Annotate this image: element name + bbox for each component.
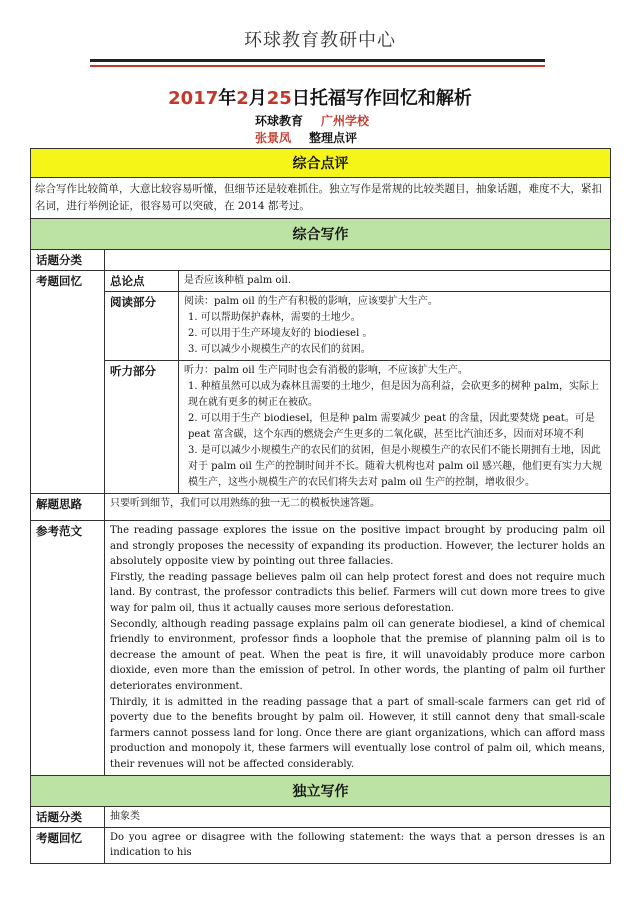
title-rest: 日托福写作回忆和解析 bbox=[291, 88, 472, 109]
page-header bbox=[0, 0, 640, 72]
content-table bbox=[30, 148, 611, 864]
document-title bbox=[0, 84, 640, 110]
byline-org: 环球教育 bbox=[255, 114, 304, 128]
independent-prompt: Do you agree or disagree with the following statement: the ways that a person dresses is an indication to his bbox=[105, 827, 611, 863]
listening-point: 3. 是可以减少小规模生产的农民们的贫困，但是小规模生产的农民们不能长期拥有土地，因此对于 palm oil 生产的控制时间并不长。随着大机构也对 palm oil 感兴趣，他们更有实力大规模生产，这些小规模生产的农民们将失去对 palm oil 生产的控制，增收很少。 bbox=[188, 445, 602, 488]
sample-paragraph: Thirdly, it is admitted in the reading passage that a part of small-scale farmers can get rid of poverty due to the benefits brought by palm oil. However, it still cannot deny that small-scale farmers cannot possess land for long. Once there are giant organizations, which can afford mass production and monopoly it, these farmers will eventually lose control of palm oil, which means, their revenues will not be affected considerably. bbox=[110, 696, 606, 770]
reading-intro: 阅读：palm oil 的生产有积极的影响，应该要扩大生产。 bbox=[184, 296, 438, 307]
reading-label: 阅读部分 bbox=[105, 292, 179, 361]
header-rule bbox=[90, 59, 545, 62]
reading-point: 1. 可以帮助保护森林，需要的土地少。 bbox=[188, 312, 361, 323]
overview-heading: 综合点评 bbox=[31, 149, 611, 178]
byline-org-row bbox=[255, 112, 387, 129]
approach-text: 只要听到细节，我们可以用熟练的独一无二的模板快速答题。 bbox=[105, 494, 611, 521]
integrated-topic-label: 话题分类 bbox=[31, 250, 105, 271]
header-title: 环球教育教研中心 bbox=[244, 30, 396, 51]
sample-paragraph: The reading passage explores the issue on the positive impact brought by producing palm oil and strongly proposes the necessity of expanding its production. However, the lecturer holds an absolutely opposite view by pointing out three fallacies. bbox=[110, 525, 606, 568]
integrated-recall-label: 考题回忆 bbox=[31, 271, 105, 494]
reading-content bbox=[179, 292, 611, 361]
sample-paragraph: Secondly, although reading passage explains palm oil can generate biodiesel, a kind of chemical friendly to environment, professor finds a loophole that the premise of planning palm oil is to decrease the amount of peat. When the peat is fire, it will unavoidably produce more carbon dioxide, even more than the emission of petrol. In other words, the planting of palm oil further deteriorates environment. bbox=[110, 618, 606, 692]
byline-school: 广州学校 bbox=[321, 114, 370, 128]
title-month-suffix: 月 bbox=[248, 88, 267, 109]
independent-topic-label: 话题分类 bbox=[31, 806, 105, 827]
sample-paragraph: Firstly, the reading passage believes palm oil can help protect forest and does not require much land. By contrast, the professor contradicts this belief. Farmers will cut down more trees to give way for palm oil, thus it actually causes more serious deforestation. bbox=[110, 571, 606, 614]
title-year-suffix: 年 bbox=[218, 88, 237, 109]
integrated-topic-value bbox=[105, 250, 611, 271]
listening-point: 1. 种植虽然可以成为森林且需要的土地少，但是因为高利益，会砍更多的树种 palm，实际上现在就有更多的树正在被砍。 bbox=[188, 381, 599, 408]
independent-heading: 独立写作 bbox=[31, 775, 611, 806]
main-point-label: 总论点 bbox=[105, 271, 179, 292]
header-rule-accent bbox=[90, 65, 545, 67]
reading-point: 2. 可以用于生产环境友好的 biodiesel 。 bbox=[188, 328, 373, 339]
overview-text: 综合写作比较简单，大意比较容易听懂，但细节还是较难抓住。独立写作是常规的比较类题目，抽象话题，难度不大，紧扣名词，进行举例论证，很容易可以突破，在 2014 都考过。 bbox=[31, 178, 611, 219]
byline-author-row bbox=[255, 129, 375, 146]
byline-role: 整理点评 bbox=[309, 131, 358, 145]
sample-label: 参考范文 bbox=[31, 521, 105, 776]
independent-topic-value: 抽象类 bbox=[105, 806, 611, 827]
independent-recall-label: 考题回忆 bbox=[31, 827, 105, 863]
byline-author: 张景凤 bbox=[255, 131, 292, 145]
approach-label: 解题思路 bbox=[31, 494, 105, 521]
title-year: 2017 bbox=[168, 88, 219, 109]
sample-essay bbox=[105, 521, 611, 776]
reading-point: 3. 可以减少小规模生产的农民们的贫困。 bbox=[188, 344, 371, 355]
title-month: 2 bbox=[236, 88, 249, 109]
listening-intro: 听力：palm oil 生产同时也会有消极的影响，不应该扩大生产。 bbox=[184, 365, 468, 376]
listening-content bbox=[179, 361, 611, 494]
title-day: 25 bbox=[266, 88, 292, 109]
main-point-text: 是否应该种植 palm oil. bbox=[179, 271, 611, 292]
listening-point: 2. 可以用于生产 biodiesel，但是种 palm 需要减少 peat 的含量，因此要焚烧 peat。可是 peat 富含碳，这个东西的燃烧会产生更多的二氧化碳，甚至比汽油还多，因而对环境不利 bbox=[188, 413, 595, 440]
listening-label: 听力部分 bbox=[105, 361, 179, 494]
integrated-heading: 综合写作 bbox=[31, 219, 611, 250]
